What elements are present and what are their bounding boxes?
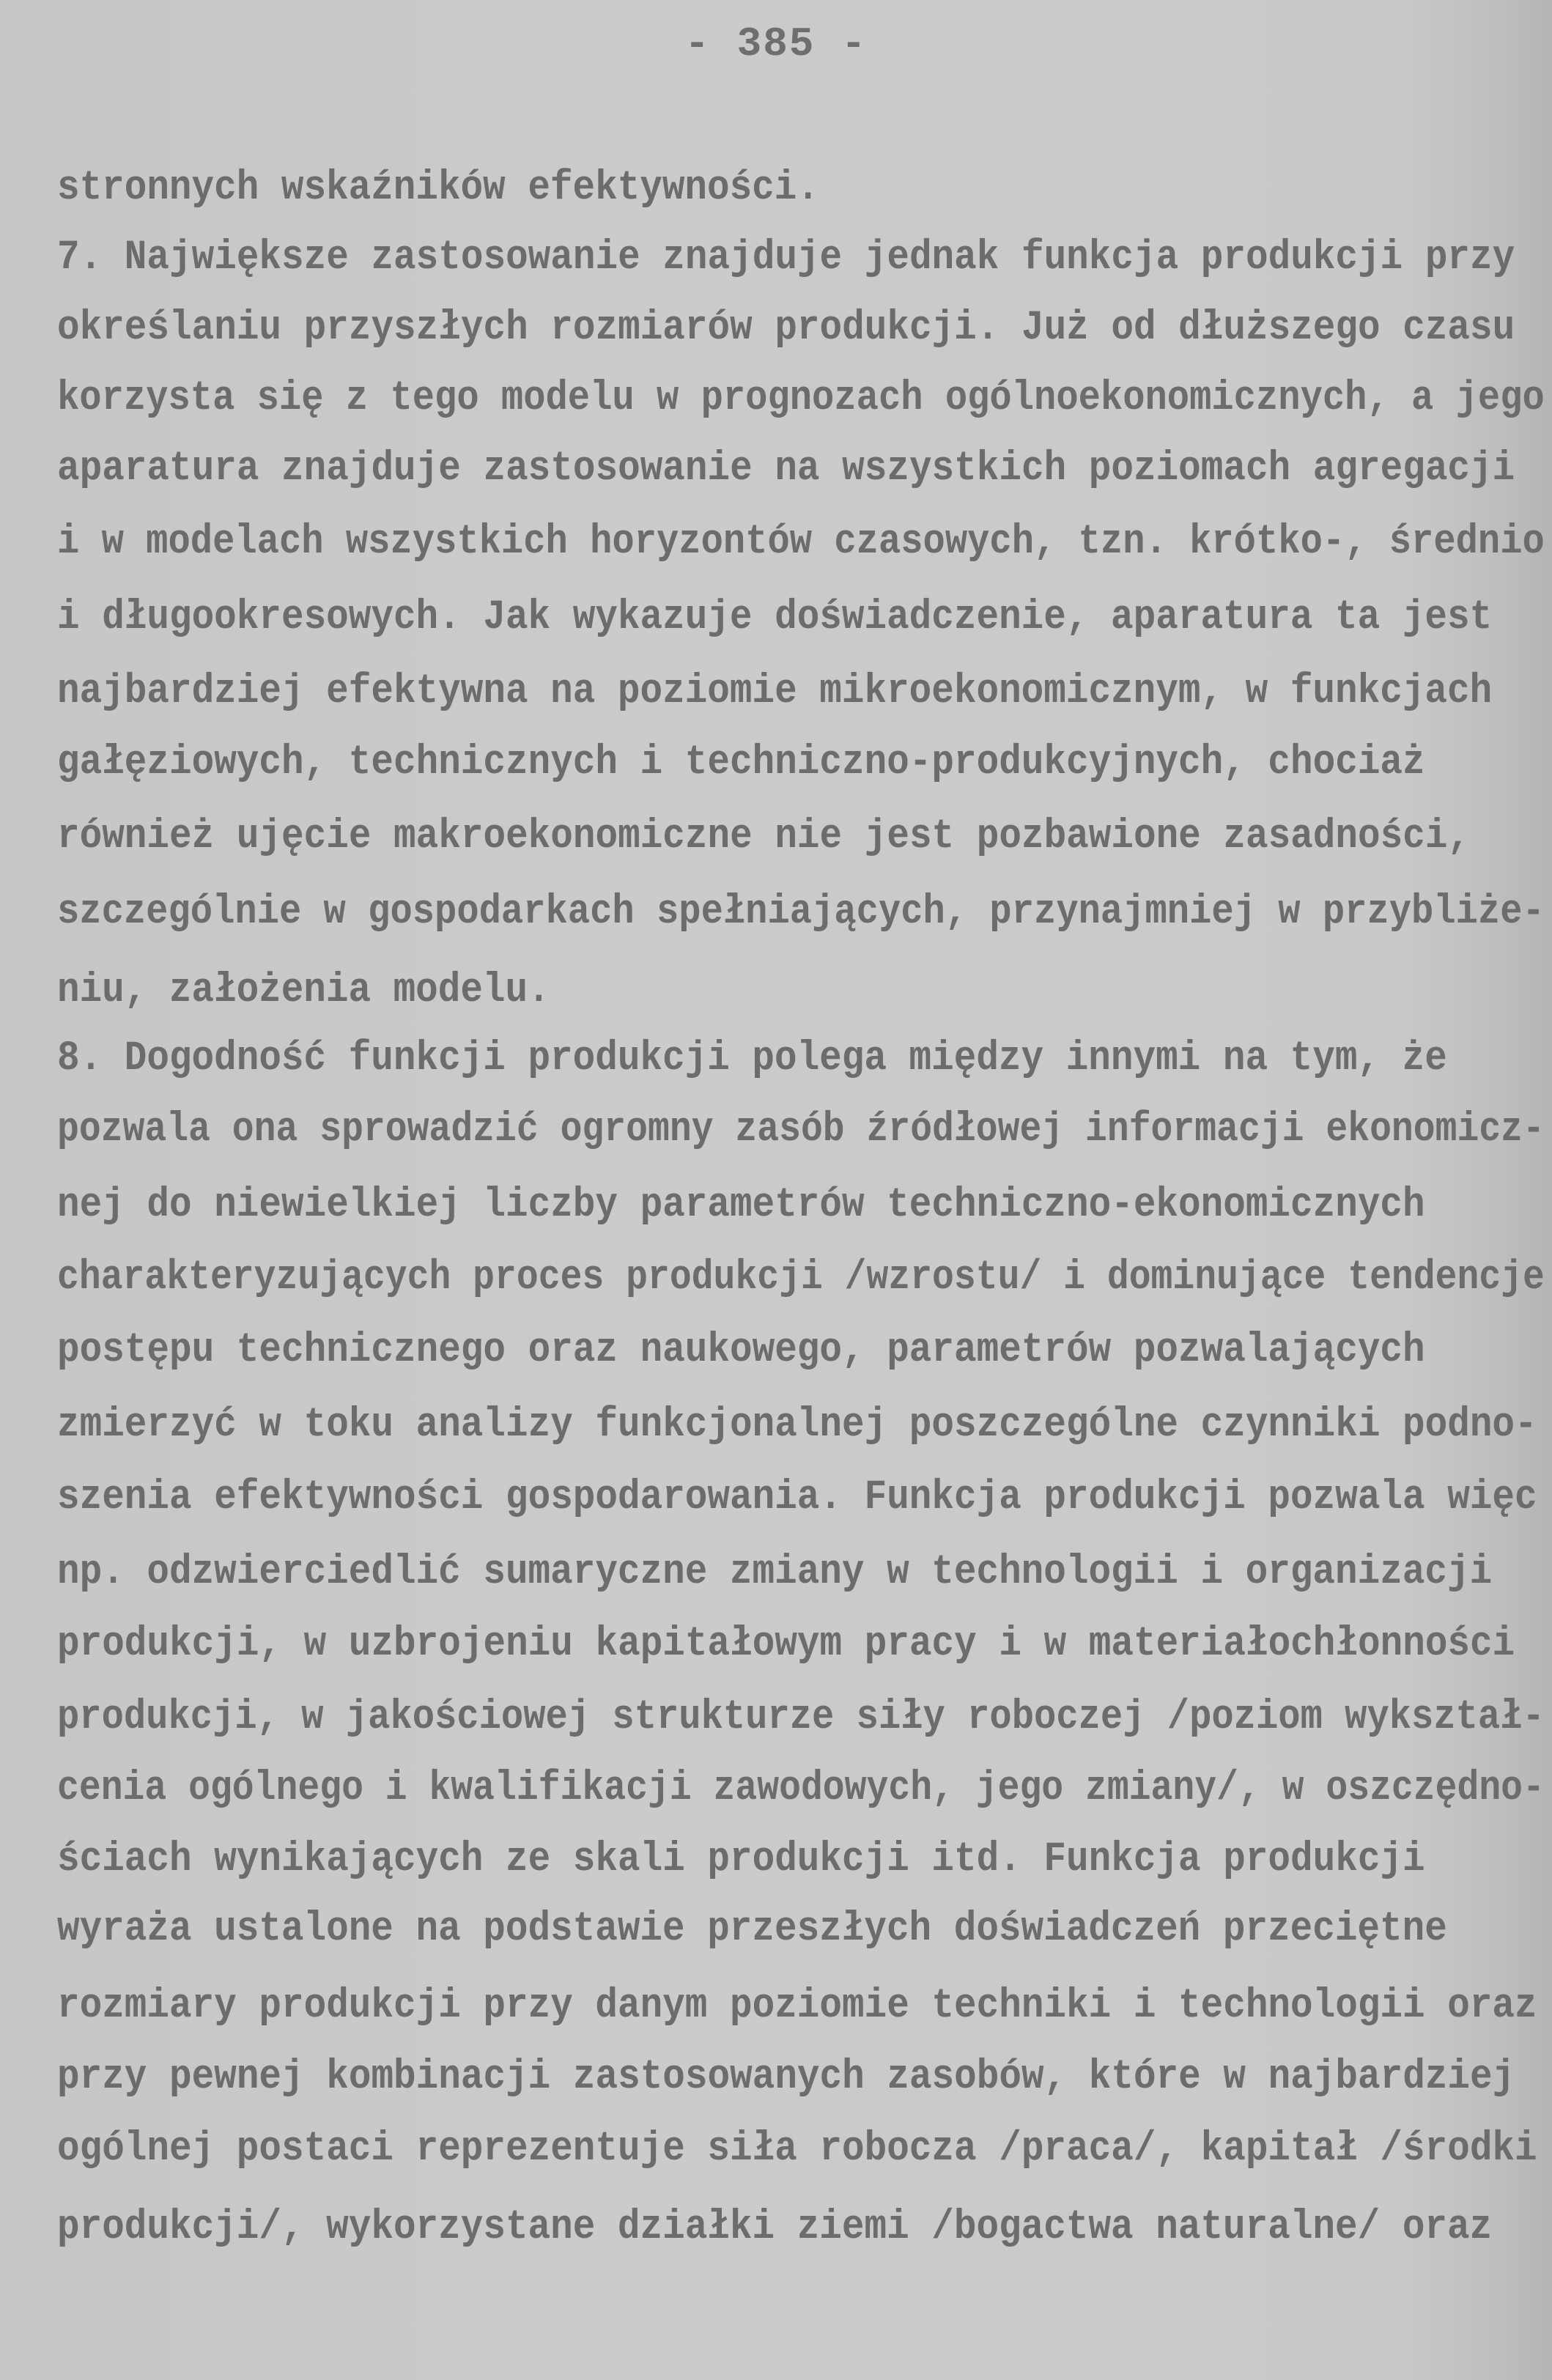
text-line: najbardziej efektywna na poziomie mikroekonomicznym, w funkcjach	[57, 668, 1493, 715]
page-number: - 385 -	[684, 21, 868, 67]
text-line: niu, założenia modelu.	[57, 967, 550, 1014]
text-line: przy pewnej kombinacji zastosowanych zasobów, które w najbardziej	[57, 2054, 1515, 2101]
text-line: szenia efektywności gospodarowania. Funkcja produkcji pozwala więc	[57, 1474, 1537, 1521]
text-line: i w modelach wszystkich horyzontów czasowych, tzn. krótko-, średnio	[57, 519, 1545, 566]
text-line: i długookresowych. Jak wykazuje doświadczenie, aparatura ta jest	[57, 594, 1493, 641]
text-line: pozwala ona sprowadzić ogromny zasób źródłowej informacji ekonomicz-	[57, 1106, 1545, 1153]
text-line: szczególnie w gospodarkach spełniających, przynajmniej w przybliże-	[57, 889, 1545, 936]
text-line: również ujęcie makroekonomiczne nie jest pozbawione zasadności,	[57, 813, 1471, 860]
text-line: ogólnej postaci reprezentuje siła robocza /praca/, kapitał /środki	[57, 2126, 1537, 2173]
text-line: zmierzyć w toku analizy funkcjonalnej poszczególne czynniki podno-	[57, 1402, 1537, 1449]
text-line: określaniu przyszłych rozmiarów produkcji. Już od dłuższego czasu	[57, 305, 1515, 352]
text-line: nej do niewielkiej liczby parametrów techniczno-ekonomicznych	[57, 1182, 1425, 1229]
text-line: produkcji, w jakościowej strukturze siły roboczej /poziom wykształ-	[57, 1694, 1545, 1741]
text-line: cenia ogólnego i kwalifikacji zawodowych, jego zmiany/, w oszczędno-	[57, 1765, 1545, 1812]
text-line: korzysta się z tego modelu w prognozach ogólnoekonomicznych, a jego	[57, 375, 1545, 422]
text-line: wyraża ustalone na podstawie przeszłych doświadczeń przeciętne	[57, 1906, 1447, 1953]
text-line: aparatura znajduje zastosowanie na wszystkich poziomach agregacji	[57, 446, 1515, 492]
text-line: 7. Największe zastosowanie znajduje jednak funkcja produkcji przy	[57, 234, 1515, 281]
text-line: gałęziowych, technicznych i techniczno-produkcyjnych, chociaż	[57, 739, 1425, 786]
text-line: stronnych wskaźników efektywności.	[57, 165, 819, 212]
text-line: rozmiary produkcji przy danym poziomie techniki i technologii oraz	[57, 1983, 1537, 2030]
text-line: produkcji, w uzbrojeniu kapitałowym pracy i w materiałochłonności	[57, 1621, 1515, 1668]
text-line: ściach wynikających ze skali produkcji itd. Funkcja produkcji	[57, 1836, 1425, 1883]
text-line: charakteryzujących proces produkcji /wzrostu/ i dominujące tendencje	[57, 1254, 1545, 1301]
text-line: np. odzwierciedlić sumaryczne zmiany w technologii i organizacji	[57, 1549, 1493, 1596]
text-line: 8. Dogodność funkcji produkcji polega między innymi na tym, że	[57, 1035, 1447, 1082]
text-line: produkcji/, wykorzystane działki ziemi /bogactwa naturalne/ oraz	[57, 2204, 1493, 2251]
text-line: postępu technicznego oraz naukowego, parametrów pozwalających	[57, 1327, 1425, 1374]
